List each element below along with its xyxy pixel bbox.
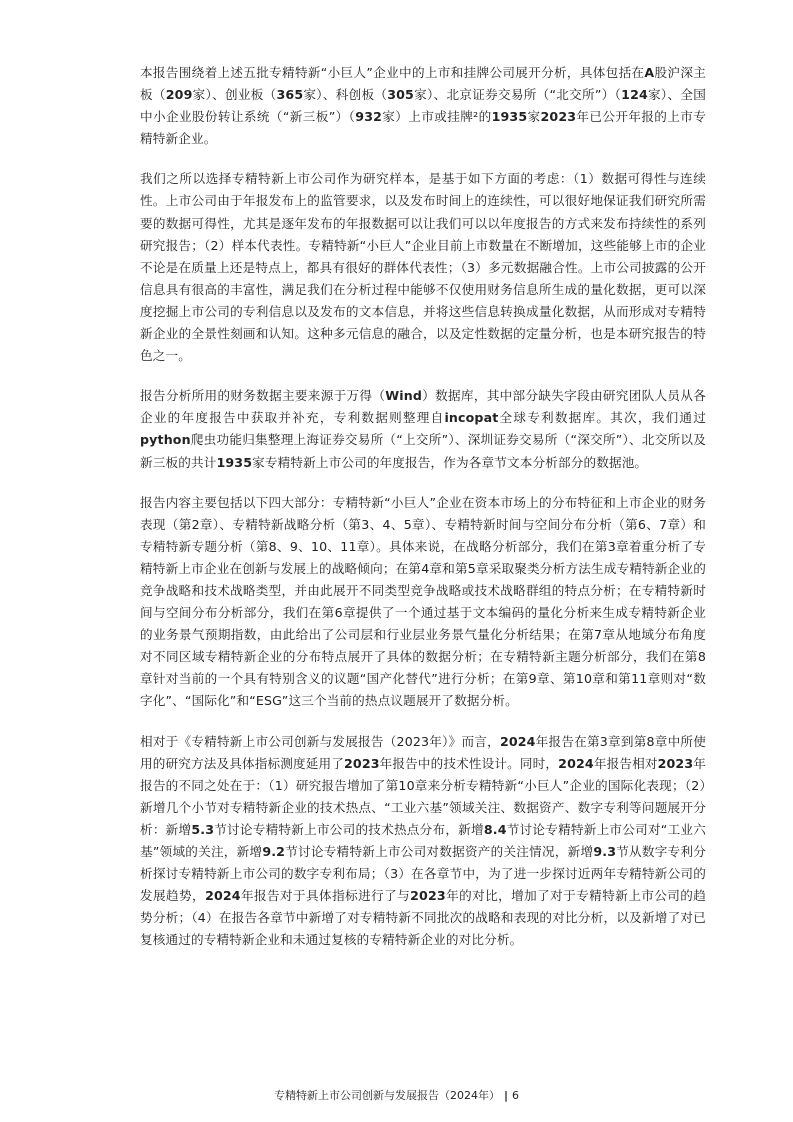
text-run: 年已公开年报的上市专精特新企业。 [140,109,707,147]
text-run: ）数据库，其中部分缺失字段由研究团队人员从各企业的年度报告中获取并补充，专利数据则整理自 [140,388,706,426]
bold-text-run: 9.2 [262,844,286,859]
text-run: 年报告对于具体指标进行了与 [240,888,411,904]
text-run: 全球专利数据库。其次，我们通过 [498,410,706,426]
text-run: 年报告在第3章到第8章中所使用的研究方法及具体指标测度延用了 [140,733,707,771]
paragraph [140,168,706,367]
bold-text-run: 2023 [657,755,694,771]
text-run: 家 [527,109,541,125]
text-run: 年报告中的技术性设计。同时， [379,755,559,771]
bold-text-run: 5.3 [191,821,215,837]
text-run: 年的对比，增加了对于专精特新上市公司的趋势分析；（4）在报告各章节中新增了对专精特新不同批次的战略和表现的对比分析，以及新增了对已复核通过的专精特新企业和未通过复核的专精特新企业的对比分析。 [140,888,707,948]
bold-text-run: 1935 [491,109,528,125]
text-run: 家）、北京证券交易所（“北交所”）（ [413,87,622,103]
text-run: 家）、全国中小企业股份转让系统（“新三板”）（ [140,87,707,125]
bold-text-run: 2024 [558,755,594,771]
paragraph [140,385,706,473]
bold-text-run: 8.4 [483,821,507,837]
text-run: 爬虫功能归集整理上海证券交易所（“上交所”）、深圳证券交易所（“深交所”）、北交所以及新三板的共计 [140,432,706,470]
footer-separator: | [503,1089,509,1102]
bold-text-run: 2023 [344,755,380,771]
text-run: 家专精特新上市公司的年度报告，作为各章节文本分析部分的数据池。 [252,454,648,470]
bold-text-run: A [644,65,655,80]
footer-report-title: 专精特新上市公司创新与发展报告（2024年） [273,1089,500,1102]
text-run: 报告分析所用的财务数据主要来源于万得（ [140,388,386,404]
text-run: 节讨论专精特新上市公司对数据资产的关注情况，新增 [285,844,594,859]
text-run: 家）、创业板（ [192,87,277,103]
page-footer [0,1087,793,1103]
bold-text-run: 1935 [216,454,253,470]
text-run: 家）、科创板（ [303,87,388,103]
text-run: 年报告相对 [593,755,658,771]
text-run: 年报告的不同之处在于：（1）研究报告增加了第10章来分析专精特新“小巨人”企业的国际化表现；（2）新增几个小节对专精特新企业的技术热点、“工业六基”领域关注、数据资产、数字专利等问题展开分析：新增 [140,755,707,837]
text-run: 节讨论专精特新上市公司的技术热点分布，新增 [214,821,484,837]
paragraph [140,62,706,150]
paragraph [140,731,706,952]
text-run: 本报告围绕着上述五批专精特新“小巨人”企业中的上市和挂牌公司展开分析，具体包括在 [140,65,645,80]
report-page-body [140,62,706,969]
bold-text-run: 124 [621,87,648,103]
text-run: 家）上市或挂牌²的 [382,109,492,125]
bold-text-run: 932 [355,109,383,125]
text-run: 我们之所以选择专精特新上市公司作为研究样本，是基于如下方面的考虑：（1）数据可得性与连续性。上市公司由于年报发布上的监管要求，以及发布时间上的连续性，可以很好地保证我们研究所需要的数据可得性，尤其是逐年发布的年报数据可以让我们可以以年度报告的方式来发布持续性的系列研究报告；（2）样本代表性。专精特新“小巨人”企业目前上市数量在不断增加，这些能够上市的企业不论是在质量上还是特点上，都具有很好的群体代表性；（3）多元数据融合性。上市公司披露的公开信息具有很高的丰富性，满足我们在分析过程中能够不仅使用财务信息所生成的量化数据，更可以深度挖掘上市公司的专利信息以及发布的文本信息，并将这些信息转换成量化数据，从而形成对专精特新企业的全景性刻画和认知。这种多元信息的融合，以及定性数据的定量分析，也是本研究报告的特色之一。 [140,171,706,364]
text-run: 报告内容主要包括以下四大部分：专精特新“小巨人”企业在资本市场上的分布特征和上市企业的财务表现（第2章）、专精特新战略分析（第3、4、5章）、专精特新时间与空间分布分析（第6、7章）和专精特新专题分析（第8、9、10、11章）。具体来说，在战略分析部分，我们在第3章着重分析了专精特新上市企业在创新与发展上的战略倾向；在第4章和第5章采取聚类分析方法生成专精特新企业的竞争战略和技术战略类型，并由此展开不同类型竞争战略或技术战略群组的特点分析；在专精特新时间与空间分布分析部分，我们在第6章提供了一个通过基于文本编码的量化分析来生成专精特新企业的业务景气预期指数，由此给出了公司层和行业层业务景气量化分析结果；在第7章从地域分布角度对不同区域专精特新企业的分布特点展开了具体的数据分析；在专精特新主题分析部分，我们在第8章针对当前的一个具有特别含义的议题“国产化替代”进行分析；在第9章、第10章和第11章则对“数字化”、“国际化”和“ESG”这三个当前的热点议题展开了数据分析。 [140,494,706,709]
text-run: 节讨论专精特新上市公司对“工业六基”领域的关注，新增 [140,821,706,859]
bold-text-run: 2024 [499,733,536,749]
bold-text-run: 9.3 [593,844,617,859]
bold-text-run: Wind [385,388,423,404]
bold-text-run: 209 [165,87,193,103]
bold-text-run: 2024 [205,888,241,904]
bold-text-run: 305 [387,87,414,103]
bold-text-run: 2023 [540,109,577,125]
text-run: 股沪深主板（ [140,65,706,103]
text-run: 节从数字专利分析探讨专精特新上市公司的数字专利布局；（3）在各章节中，为了进一步探讨近两年专精特新公司的发展趋势， [140,844,706,904]
bold-text-run: python [140,432,191,448]
page-number: 6 [512,1089,520,1102]
paragraph [140,492,706,713]
bold-text-run: 2023 [410,888,446,904]
body-text [140,62,706,951]
bold-text-run: incopat [444,410,499,426]
bold-text-run: 365 [276,87,304,103]
text-run: 相对于《专精特新上市公司创新与发展报告（2023年）》而言， [140,733,500,749]
